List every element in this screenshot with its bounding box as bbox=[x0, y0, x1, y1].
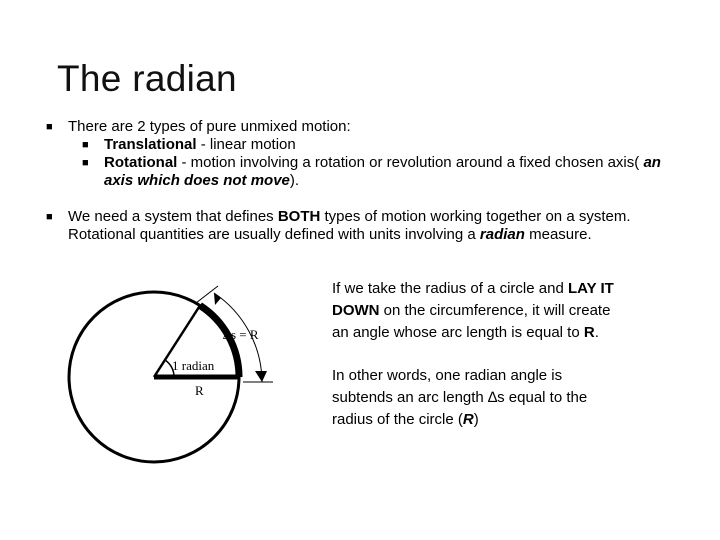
bullet2-pre: We need a system that defines bbox=[68, 208, 278, 225]
bullet2-post: types of motion working together on a system. Rotational quantities are usually defined with units involving a bbox=[68, 208, 631, 243]
p1-radius: R bbox=[583, 324, 595, 341]
definition-translational: - linear motion bbox=[196, 136, 296, 153]
square-bullet-icon: ■ bbox=[46, 121, 53, 133]
p1-end: . bbox=[594, 324, 599, 341]
explanation-paragraph-2 bbox=[332, 365, 622, 431]
p2-text-a: In other words, one radian angle is subtends an arc length bbox=[332, 367, 563, 406]
p2-end: ) bbox=[473, 411, 479, 428]
bullet2-italic: radian bbox=[479, 226, 525, 243]
sub-bullet-translational bbox=[46, 136, 666, 154]
radius-label: R bbox=[195, 383, 204, 398]
arrow-head-top bbox=[214, 293, 221, 305]
p2-radius: R bbox=[462, 411, 474, 428]
explanation bbox=[332, 278, 622, 431]
bullet-list bbox=[46, 118, 666, 244]
square-bullet-icon: ■ bbox=[46, 211, 53, 223]
definition-end: ). bbox=[289, 172, 300, 189]
angle-label: 1 radian bbox=[172, 358, 215, 373]
arrow-head-bottom bbox=[255, 371, 267, 382]
slide-title: The radian bbox=[57, 58, 237, 99]
p1-text-a: If we take the radius of a circle and bbox=[332, 280, 568, 297]
explanation-paragraph-1 bbox=[332, 278, 622, 344]
bullet-motion-types bbox=[46, 118, 666, 136]
delta-symbol: ∆ bbox=[487, 389, 498, 406]
p1-text-b: on the circumference, it will create an angle whose arc length is equal to bbox=[332, 302, 611, 341]
term-rotational: Rotational bbox=[104, 154, 178, 171]
p1-bold: LAY IT DOWN bbox=[332, 280, 614, 319]
term-translational: Translational bbox=[104, 136, 197, 153]
definition-rotational: - motion involving a rotation or revolution around a fixed chosen axis( bbox=[177, 154, 644, 171]
sub-bullet-rotational bbox=[46, 154, 666, 190]
square-bullet-icon: ■ bbox=[82, 139, 89, 151]
bullet2-end: measure. bbox=[524, 226, 592, 243]
p2-text-b: s equal to the radius of the circle ( bbox=[332, 389, 588, 428]
bullet2-bold: BOTH bbox=[277, 208, 321, 225]
radian-diagram bbox=[58, 283, 288, 488]
arc-length-label: ∆s = R bbox=[223, 327, 259, 342]
square-bullet-icon: ■ bbox=[82, 157, 89, 169]
bullet-system bbox=[46, 208, 666, 244]
axis-note: an axis which does not move bbox=[104, 154, 661, 189]
bullet-text: There are 2 types of pure unmixed motion: bbox=[68, 118, 351, 135]
